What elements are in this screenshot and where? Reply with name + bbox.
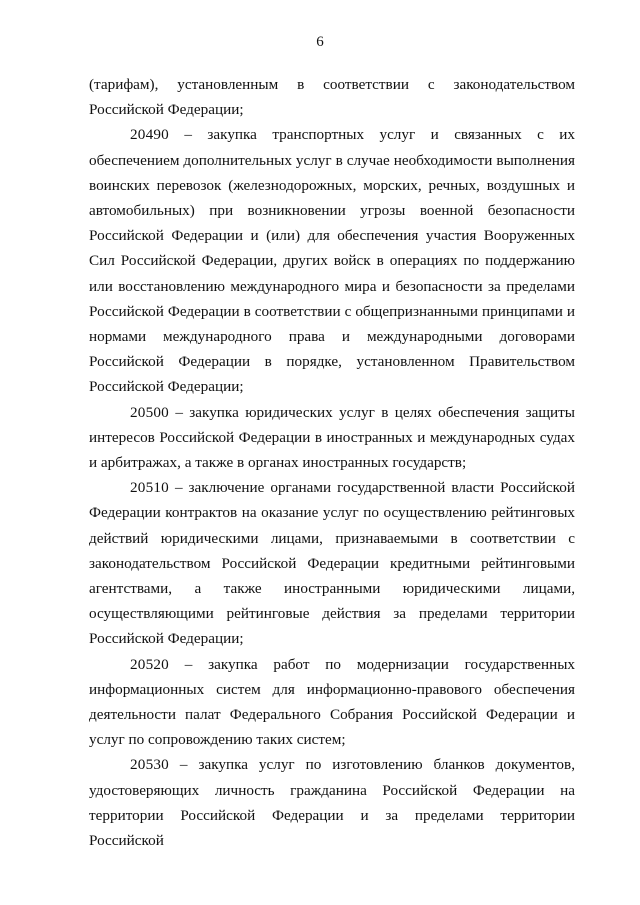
paragraph-code: 20510 <box>130 479 169 497</box>
paragraph-text: (тарифам), установленным в соответствии с законодательством Российской Федерации; <box>89 76 575 119</box>
paragraph-text: – заключение органами государственной власти Российской Федерации контрактов на оказание услуг по осуществлению рейтинговых действий юридическими лицами, признаваемыми в соответствии с законодательством Российской Федерации кредитными рейтинговыми агентствами, а также иностранными юридическими лицами, осуществляющими рейтинговые действия за пределами территории Российской Федерации; <box>89 479 575 648</box>
paragraph-20530 <box>89 752 575 853</box>
paragraph-code: 20520 <box>130 655 169 673</box>
paragraph-20500 <box>89 400 575 476</box>
paragraph-text: – закупка юридических услуг в целях обеспечения защиты интересов Российской Федерации в иностранных и международных судах и арбитражах, а также в органах иностранных государств; <box>89 403 575 472</box>
paragraph-20520 <box>89 652 575 753</box>
paragraph-20510 <box>89 475 575 651</box>
paragraph-20490 <box>89 122 575 399</box>
page-number: 6 <box>316 34 324 50</box>
paragraph-text: – закупка транспортных услуг и связанных с их обеспечением дополнительных услуг в случае необходимости выполнения воинских перевозок (железнодорожных, морских, речных, воздушных и автомобильных) при возникновении угрозы военной безопасности Российской Федерации и (или) для обеспечения участия Вооруженных Сил Российской Федерации, других войск в операциях по поддержанию или восстановлению международного мира и безопасности за пределами Российской Федерации в соответствии с общепризнанными принципами и нормами международного права и международными договорами Российской Федерации в порядке, установленном Правительством Российской Федерации; <box>89 126 575 396</box>
paragraph-text: – закупка работ по модернизации государственных информационных систем для информационно-правового обеспечения деятельности палат Федерального Собрания Российской Федерации и услуг по сопровождению таких систем; <box>89 655 575 749</box>
paragraph-code: 20530 <box>130 756 169 774</box>
paragraph-code: 20490 <box>130 126 169 144</box>
paragraph-text: – закупка услуг по изготовлению бланков документов, удостоверяющих личность гражданина Российской Федерации на территории Российской Федерации и за пределами территории Российской <box>89 756 575 850</box>
paragraph-continuation <box>89 72 575 122</box>
document-body <box>89 72 575 853</box>
paragraph-code: 20500 <box>130 403 169 421</box>
